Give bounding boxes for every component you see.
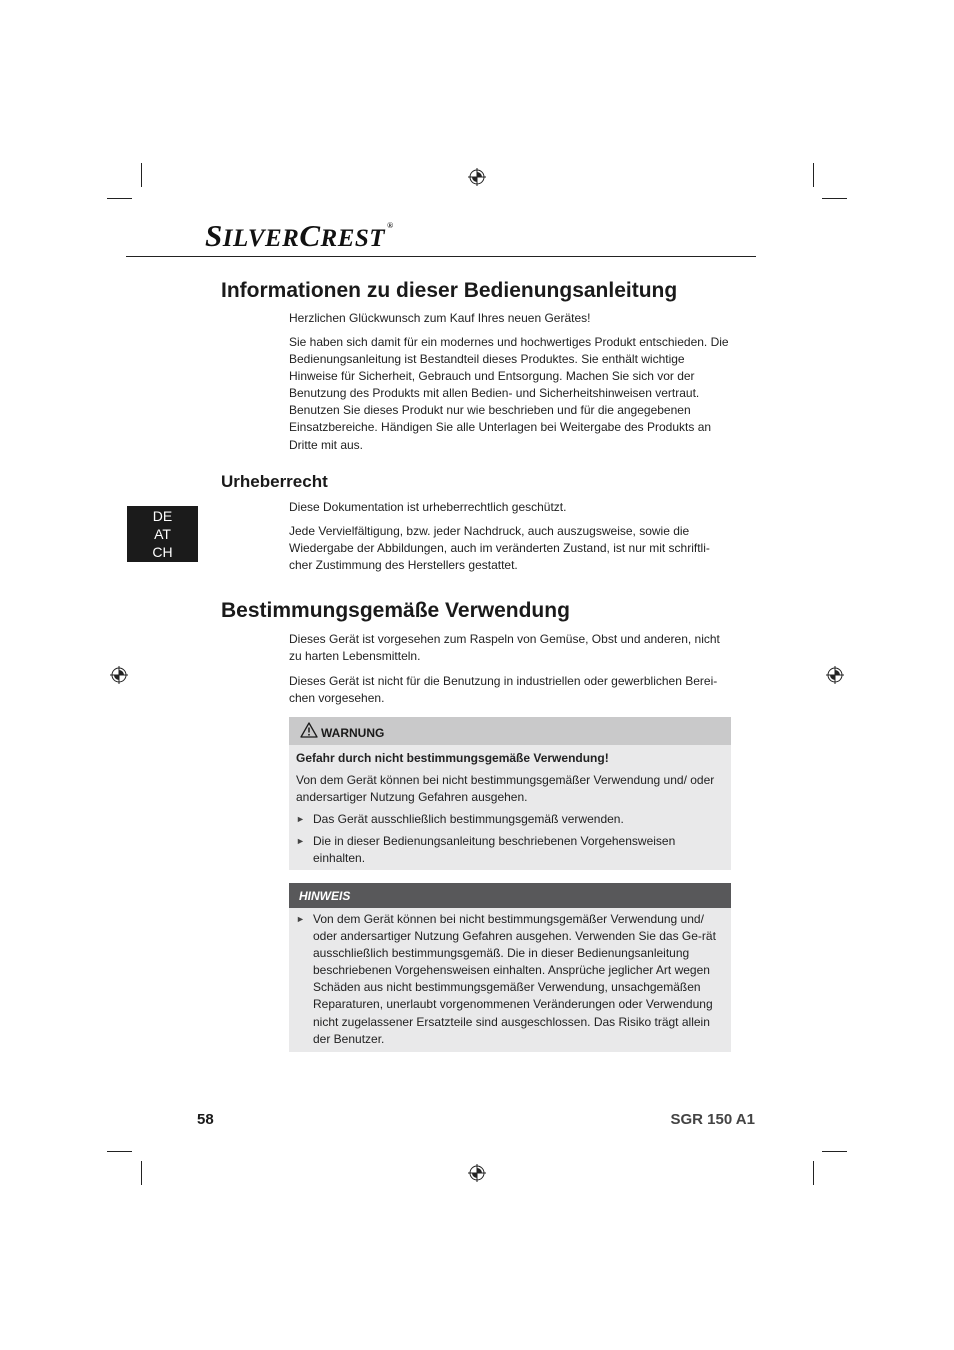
section-title-usage: Bestimmungsgemäße Verwendung <box>221 599 570 622</box>
language-tab <box>127 506 198 562</box>
section-title-info: Informationen zu dieser Bedienungsanleitung <box>221 279 678 302</box>
warning-header <box>289 717 731 745</box>
arrow-right-icon: ► <box>296 836 305 846</box>
registration-mark-icon <box>110 666 128 684</box>
list-item <box>296 811 724 828</box>
crop-mark <box>107 1151 132 1152</box>
warning-bullet-text: Die in dieser Bedienungsanleitung beschriebenen Vorgehensweisen einhalten. <box>313 834 676 866</box>
copyright-paragraph-2: Jede Vervielfältigung, bzw. jeder Nachdruck, auch auszugsweise, sowie die Wiedergabe der Abbildungen, auch im veränderten Zustand, ist nur mit schriftli-cher Zustimmung des Herstellers gestattet. <box>289 524 710 573</box>
crop-mark <box>813 1161 814 1185</box>
crop-mark <box>141 163 142 187</box>
info-paragraph-2: Sie haben sich damit für ein modernes und hochwertiges Produkt entschieden. Die Bedienungsanleitung ist Bestandteil dieses Produktes. Sie enthält wichtige Hinweise für Sicherheit, Gebrauch und Entsorgung. Machen Sie sich vor der Benutzung des Produkts mit allen Bedien- und Sicherheitshinweisen vertraut. Benutzen Sie dieses Produkt nur wie beschrieben und für die angegebenen Einsatzbereiche. Händigen Sie alle Unterlagen bei Weitergabe des Produkts an Dritte mit aus. <box>289 335 729 452</box>
hinweis-header <box>289 883 731 908</box>
language-code: AT <box>154 526 171 542</box>
usage-paragraph-2: Dieses Gerät ist nicht für die Benutzung in industriellen oder gewerblichen Berei-chen vorgesehen. <box>289 674 718 706</box>
crop-mark <box>822 1151 847 1152</box>
section-title-copyright: Urheberrecht <box>221 472 328 491</box>
registration-mark-icon <box>826 666 844 684</box>
warning-text: Von dem Gerät können bei nicht bestimmungsgemäßer Verwendung und/ oder andersartiger Nutzung Gefahren ausgehen. <box>296 773 715 805</box>
hinweis-box <box>289 883 731 1052</box>
registration-mark-icon <box>468 1164 486 1182</box>
usage-paragraph-1: Dieses Gerät ist vorgesehen zum Raspeln von Gemüse, Obst und anderen, nicht zu harten Lebensmitteln. <box>289 632 720 664</box>
header-rule <box>126 256 756 257</box>
warning-headline: Gefahr durch nicht bestimmungsgemäße Verwendung! <box>296 751 609 765</box>
arrow-right-icon: ► <box>296 814 305 824</box>
copyright-paragraph-1: Diese Dokumentation ist urheberrechtlich geschützt. <box>289 500 567 514</box>
warning-label: WARNUNG <box>321 726 385 740</box>
brand-logo: SILVERCREST ® <box>205 218 394 253</box>
arrow-right-icon: ► <box>296 914 305 924</box>
crop-mark <box>822 198 847 199</box>
hinweis-label: HINWEIS <box>299 889 351 903</box>
page-number: 58 <box>197 1111 214 1128</box>
list-item <box>296 833 724 867</box>
warning-box <box>289 717 731 870</box>
registration-mark-icon <box>468 168 486 186</box>
model-number: SGR 150 A1 <box>670 1111 755 1128</box>
language-code: DE <box>152 508 173 524</box>
hinweis-bullet-text: Von dem Gerät können bei nicht bestimmungsgemäßer Verwendung und/ oder andersartiger Nutzung Gefahren ausgehen. Verwenden Sie das Ge-rät ausschließlich bestimmungsgemäß. Die in dieser Bedienungsanleitung beschriebenen Vorgehensweisen einhalten. Ansprüche jeglicher Art wegen Schäden aus nicht bestimmungsgemäßer Verwendung, unsachgemäßen Reparaturen, unerlaubt vorgenommenen Veränderungen oder Verwendung nicht zugelassener Ersatzteile sind ausgeschlossen. Das Risiko trägt allein der Benutzer. <box>313 912 716 1046</box>
warning-triangle-icon <box>300 722 318 738</box>
crop-mark <box>141 1161 142 1185</box>
warning-bullet-text: Das Gerät ausschließlich bestimmungsgemäß verwenden. <box>313 812 624 826</box>
crop-mark <box>813 163 814 187</box>
list-item <box>296 911 724 1048</box>
language-code: CH <box>152 544 173 560</box>
crop-mark <box>107 198 132 199</box>
info-paragraph-1: Herzlichen Glückwunsch zum Kauf Ihres neuen Gerätes! <box>289 311 591 325</box>
